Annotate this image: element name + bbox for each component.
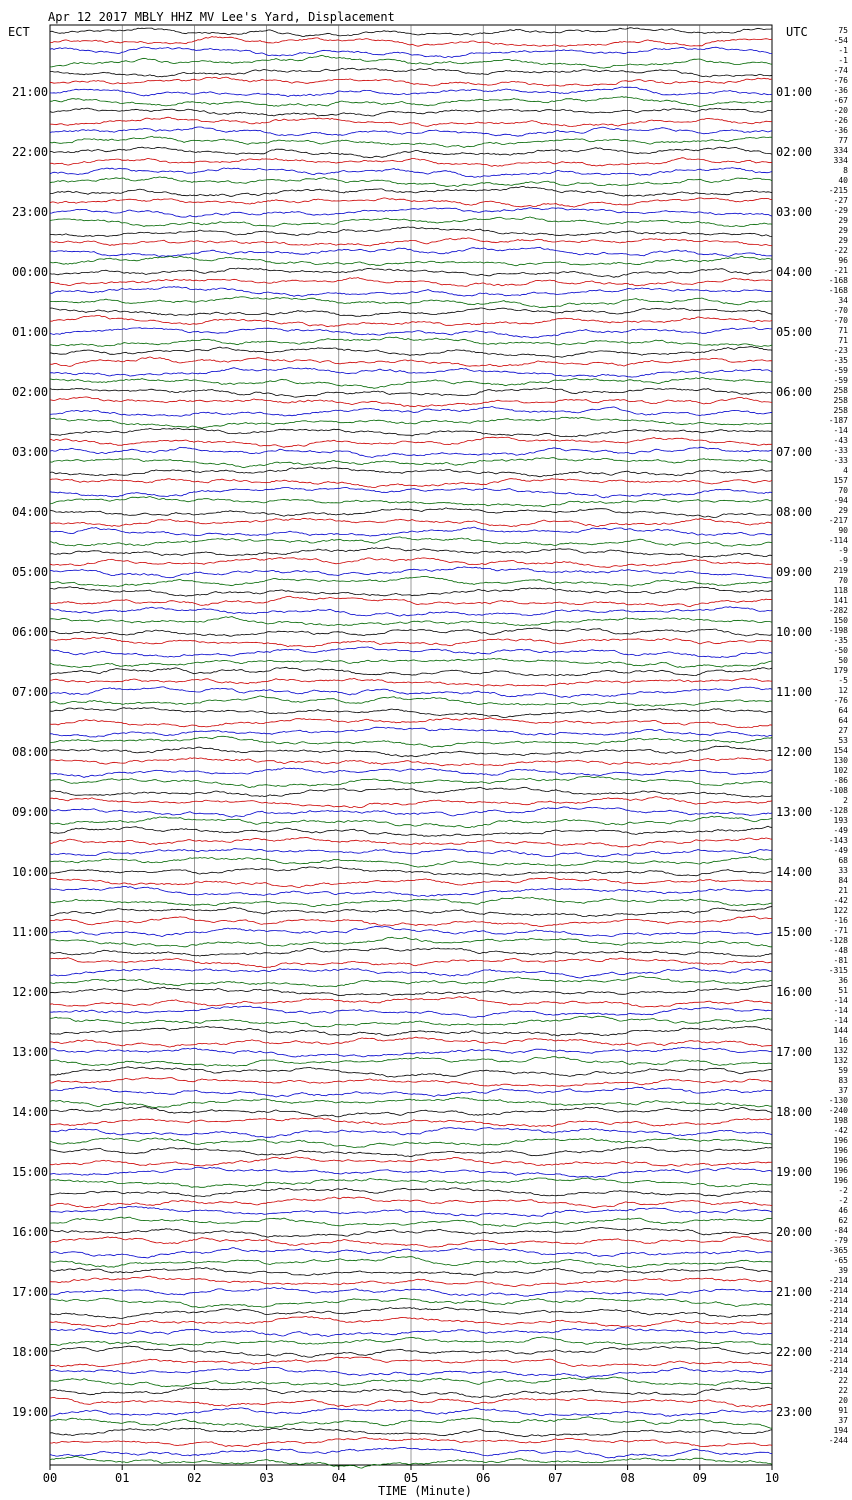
trace-value-label: 40 bbox=[838, 176, 848, 185]
trace-value-label: -5 bbox=[838, 676, 848, 685]
trace-value-label: 71 bbox=[838, 336, 848, 345]
x-tick-label: 04 bbox=[331, 1471, 347, 1485]
left-hour-label: 14:00 bbox=[12, 1105, 49, 1119]
trace-value-label: 22 bbox=[838, 1386, 848, 1395]
trace-value-label: -22 bbox=[833, 246, 848, 255]
left-hour-label: 16:00 bbox=[12, 1225, 49, 1239]
trace-value-label: 334 bbox=[833, 156, 848, 165]
trace-value-label: -48 bbox=[833, 946, 848, 955]
x-tick-label: 00 bbox=[42, 1471, 58, 1485]
trace-value-label: -128 bbox=[828, 806, 848, 815]
trace-value-label: -67 bbox=[833, 96, 848, 105]
trace-value-label: 64 bbox=[838, 706, 848, 715]
trace-value-label: -76 bbox=[833, 696, 848, 705]
left-hour-label: 07:00 bbox=[12, 685, 49, 699]
trace-value-label: 196 bbox=[833, 1156, 848, 1165]
trace-value-label: 21 bbox=[838, 886, 848, 895]
trace-value-label: -130 bbox=[828, 1096, 848, 1105]
x-tick-label: 09 bbox=[692, 1471, 708, 1485]
trace-value-label: -14 bbox=[833, 1006, 848, 1015]
trace-value-label: -70 bbox=[833, 306, 848, 315]
trace-value-label: 179 bbox=[833, 666, 848, 675]
trace-value-label: -59 bbox=[833, 376, 848, 385]
trace-value-label: 334 bbox=[833, 146, 848, 155]
trace-value-label: 37 bbox=[838, 1416, 848, 1425]
trace-value-label: -198 bbox=[828, 626, 848, 635]
trace-value-label: 71 bbox=[838, 326, 848, 335]
right-hour-label: 18:00 bbox=[776, 1105, 813, 1119]
trace-value-label: -214 bbox=[828, 1296, 848, 1305]
trace-value-label: -14 bbox=[833, 1016, 848, 1025]
right-hour-label: 21:00 bbox=[776, 1285, 813, 1299]
left-hour-label: 04:00 bbox=[12, 505, 49, 519]
trace-value-label: 258 bbox=[833, 396, 848, 405]
left-hour-label: 17:00 bbox=[12, 1285, 49, 1299]
trace-value-label: 64 bbox=[838, 716, 848, 725]
right-hour-label: 17:00 bbox=[776, 1045, 813, 1059]
chart-title: Apr 12 2017 MBLY HHZ MV Lee's Yard, Displacement bbox=[48, 10, 395, 24]
trace-value-label: -9 bbox=[838, 556, 848, 565]
right-hour-label: 09:00 bbox=[776, 565, 813, 579]
trace-value-label: -244 bbox=[828, 1436, 848, 1445]
trace-value-label: 29 bbox=[838, 506, 848, 515]
x-tick-label: 05 bbox=[403, 1471, 419, 1485]
right-hour-labels bbox=[776, 85, 812, 1419]
right-hour-label: 15:00 bbox=[776, 925, 813, 939]
left-hour-labels bbox=[12, 85, 48, 1419]
trace-value-label: 144 bbox=[833, 1026, 848, 1035]
right-hour-label: 10:00 bbox=[776, 625, 813, 639]
trace-value-label: 196 bbox=[833, 1136, 848, 1145]
trace-value-label: -49 bbox=[833, 826, 848, 835]
trace-value-label: 118 bbox=[833, 586, 848, 595]
trace-value-label: 22 bbox=[838, 1376, 848, 1385]
trace-value-label: -14 bbox=[833, 996, 848, 1005]
trace-value-label: -168 bbox=[828, 286, 848, 295]
trace-value-label: 34 bbox=[838, 296, 848, 305]
trace-value-label: 194 bbox=[833, 1426, 848, 1435]
trace-value-label: -282 bbox=[828, 606, 848, 615]
left-hour-label: 09:00 bbox=[12, 805, 49, 819]
trace-value-label: -54 bbox=[833, 36, 848, 45]
trace-value-label: -214 bbox=[828, 1346, 848, 1355]
trace-value-label: -217 bbox=[828, 516, 848, 525]
trace-value-label: -27 bbox=[833, 196, 848, 205]
left-hour-label: 01:00 bbox=[12, 325, 49, 339]
left-hour-label: 08:00 bbox=[12, 745, 49, 759]
trace-value-label: -143 bbox=[828, 836, 848, 845]
trace-value-label: 4 bbox=[843, 466, 848, 475]
trace-value-label: -23 bbox=[833, 346, 848, 355]
trace-value-label: -20 bbox=[833, 106, 848, 115]
trace-value-label: 150 bbox=[833, 616, 848, 625]
trace-value-label: 70 bbox=[838, 486, 848, 495]
trace-value-label: -36 bbox=[833, 86, 848, 95]
right-hour-label: 23:00 bbox=[776, 1405, 813, 1419]
left-hour-label: 23:00 bbox=[12, 205, 49, 219]
trace-value-label: -9 bbox=[838, 546, 848, 555]
trace-value-label: -59 bbox=[833, 366, 848, 375]
trace-value-label: 2 bbox=[843, 796, 848, 805]
left-hour-label: 15:00 bbox=[12, 1165, 49, 1179]
trace-value-label: -50 bbox=[833, 646, 848, 655]
trace-value-label: -108 bbox=[828, 786, 848, 795]
trace-value-label: 33 bbox=[838, 866, 848, 875]
trace-value-label: -315 bbox=[828, 966, 848, 975]
left-hour-label: 19:00 bbox=[12, 1405, 49, 1419]
trace-value-label: -26 bbox=[833, 116, 848, 125]
trace-value-label: -35 bbox=[833, 356, 848, 365]
trace-value-label: 53 bbox=[838, 736, 848, 745]
trace-value-label: 122 bbox=[833, 906, 848, 915]
x-tick-label: 08 bbox=[620, 1471, 635, 1485]
trace-value-label: -86 bbox=[833, 776, 848, 785]
trace-value-label: -1 bbox=[838, 56, 848, 65]
trace-value-label: 157 bbox=[833, 476, 848, 485]
trace-value-label: 130 bbox=[833, 756, 848, 765]
right-hour-label: 20:00 bbox=[776, 1225, 813, 1239]
trace-value-label: 68 bbox=[838, 856, 848, 865]
trace-value-label: 132 bbox=[833, 1046, 848, 1055]
left-hour-label: 10:00 bbox=[12, 865, 49, 879]
x-tick-label: 03 bbox=[259, 1471, 274, 1485]
trace-value-label: 196 bbox=[833, 1176, 848, 1185]
trace-value-label: 198 bbox=[833, 1116, 848, 1125]
trace-value-label: -114 bbox=[828, 536, 848, 545]
right-hour-label: 04:00 bbox=[776, 265, 813, 279]
right-hour-label: 14:00 bbox=[776, 865, 813, 879]
trace-value-label: -2 bbox=[838, 1196, 848, 1205]
right-hour-label: 22:00 bbox=[776, 1345, 813, 1359]
trace-value-label: -29 bbox=[833, 206, 848, 215]
trace-value-label: 196 bbox=[833, 1146, 848, 1155]
trace-value-label: -128 bbox=[828, 936, 848, 945]
right-hour-label: 19:00 bbox=[776, 1165, 813, 1179]
right-hour-label: 02:00 bbox=[776, 145, 813, 159]
trace-value-label: 29 bbox=[838, 216, 848, 225]
trace-value-label: 27 bbox=[838, 726, 848, 735]
trace-value-label: -2 bbox=[838, 1186, 848, 1195]
left-hour-label: 18:00 bbox=[12, 1345, 49, 1359]
trace-value-label: -71 bbox=[833, 926, 848, 935]
right-axis-header: UTC bbox=[786, 25, 808, 39]
right-hour-label: 01:00 bbox=[776, 85, 813, 99]
trace-value-label: -240 bbox=[828, 1106, 848, 1115]
trace-value-label: -33 bbox=[833, 456, 848, 465]
trace-value-label: 258 bbox=[833, 386, 848, 395]
trace-value-label: 36 bbox=[838, 976, 848, 985]
trace-value-label: -42 bbox=[833, 1126, 848, 1135]
trace-value-label: -365 bbox=[828, 1246, 848, 1255]
trace-value-label: -214 bbox=[828, 1356, 848, 1365]
right-hour-label: 12:00 bbox=[776, 745, 813, 759]
x-tick-label: 02 bbox=[187, 1471, 202, 1485]
trace-value-label: -81 bbox=[833, 956, 848, 965]
trace-value-label: 39 bbox=[838, 1266, 848, 1275]
trace-value-label: -168 bbox=[828, 276, 848, 285]
trace-value-label: -214 bbox=[828, 1336, 848, 1345]
right-hour-label: 16:00 bbox=[776, 985, 813, 999]
right-hour-label: 05:00 bbox=[776, 325, 813, 339]
left-hour-label: 22:00 bbox=[12, 145, 49, 159]
trace-value-label: -14 bbox=[833, 426, 848, 435]
trace-value-label: -21 bbox=[833, 266, 848, 275]
trace-value-label: 37 bbox=[838, 1086, 848, 1095]
trace-value-label: -79 bbox=[833, 1236, 848, 1245]
trace-value-label: 20 bbox=[838, 1396, 848, 1405]
trace-value-label: 84 bbox=[838, 876, 848, 885]
left-hour-label: 21:00 bbox=[12, 85, 49, 99]
trace-value-label: 29 bbox=[838, 226, 848, 235]
trace-value-label: 70 bbox=[838, 576, 848, 585]
x-tick-label: 10 bbox=[764, 1471, 780, 1485]
x-axis-ticks bbox=[43, 1465, 779, 1485]
trace-value-label: 16 bbox=[838, 1036, 848, 1045]
trace-value-label: -49 bbox=[833, 846, 848, 855]
left-hour-label: 13:00 bbox=[12, 1045, 49, 1059]
trace-value-label: -42 bbox=[833, 896, 848, 905]
trace-value-label: 96 bbox=[838, 256, 848, 265]
trace-value-label: 193 bbox=[833, 816, 848, 825]
trace-value-label: -43 bbox=[833, 436, 848, 445]
trace-value-label: 196 bbox=[833, 1166, 848, 1175]
right-hour-label: 11:00 bbox=[776, 685, 813, 699]
right-hour-label: 08:00 bbox=[776, 505, 813, 519]
trace-value-label: -187 bbox=[828, 416, 848, 425]
trace-value-label: -214 bbox=[828, 1276, 848, 1285]
trace-value-label: 219 bbox=[833, 566, 848, 575]
left-hour-label: 00:00 bbox=[12, 265, 49, 279]
trace-value-label: -214 bbox=[828, 1306, 848, 1315]
trace-value-label: 77 bbox=[838, 136, 848, 145]
trace-value-label: 83 bbox=[838, 1076, 848, 1085]
left-hour-label: 05:00 bbox=[12, 565, 49, 579]
trace-value-labels bbox=[829, 26, 848, 1445]
trace-value-label: 141 bbox=[833, 596, 848, 605]
trace-value-label: -214 bbox=[828, 1326, 848, 1335]
x-tick-label: 01 bbox=[114, 1471, 130, 1485]
trace-value-label: 62 bbox=[838, 1216, 848, 1225]
x-axis-label: TIME (Minute) bbox=[378, 1484, 472, 1498]
right-hour-label: 13:00 bbox=[776, 805, 813, 819]
trace-value-label: 258 bbox=[833, 406, 848, 415]
x-tick-label: 07 bbox=[548, 1471, 563, 1485]
trace-value-label: 59 bbox=[838, 1066, 848, 1075]
trace-value-label: 75 bbox=[838, 26, 848, 35]
trace-value-label: -36 bbox=[833, 126, 848, 135]
trace-value-label: 102 bbox=[833, 766, 848, 775]
left-hour-label: 02:00 bbox=[12, 385, 49, 399]
trace-value-label: -214 bbox=[828, 1286, 848, 1295]
right-hour-label: 03:00 bbox=[776, 205, 813, 219]
right-hour-label: 07:00 bbox=[776, 445, 813, 459]
left-hour-label: 06:00 bbox=[12, 625, 49, 639]
trace-value-label: -214 bbox=[828, 1316, 848, 1325]
trace-value-label: 51 bbox=[838, 986, 848, 995]
trace-value-label: 154 bbox=[833, 746, 848, 755]
trace-value-label: -70 bbox=[833, 316, 848, 325]
trace-value-label: 132 bbox=[833, 1056, 848, 1065]
trace-value-label: -215 bbox=[828, 186, 848, 195]
trace-value-label: 8 bbox=[843, 166, 848, 175]
trace-value-label: -1 bbox=[838, 46, 848, 55]
trace-value-label: -16 bbox=[833, 916, 848, 925]
left-axis-header: ECT bbox=[8, 25, 30, 39]
trace-value-label: -84 bbox=[833, 1226, 848, 1235]
trace-value-label: 90 bbox=[838, 526, 848, 535]
trace-value-label: 29 bbox=[838, 236, 848, 245]
left-hour-label: 12:00 bbox=[12, 985, 49, 999]
trace-value-label: -65 bbox=[833, 1256, 848, 1265]
trace-value-label: -94 bbox=[833, 496, 848, 505]
trace-value-label: -35 bbox=[833, 636, 848, 645]
trace-value-label: 46 bbox=[838, 1206, 848, 1215]
trace-value-label: -33 bbox=[833, 446, 848, 455]
left-hour-label: 11:00 bbox=[12, 925, 49, 939]
left-hour-label: 03:00 bbox=[12, 445, 49, 459]
trace-value-label: -76 bbox=[833, 76, 848, 85]
trace-value-label: 50 bbox=[838, 656, 848, 665]
trace-value-label: 12 bbox=[838, 686, 848, 695]
x-tick-label: 06 bbox=[475, 1471, 491, 1485]
trace-value-label: -74 bbox=[833, 66, 848, 75]
trace-value-label: 91 bbox=[838, 1406, 848, 1415]
right-hour-label: 06:00 bbox=[776, 385, 813, 399]
trace-value-label: -214 bbox=[828, 1366, 848, 1375]
